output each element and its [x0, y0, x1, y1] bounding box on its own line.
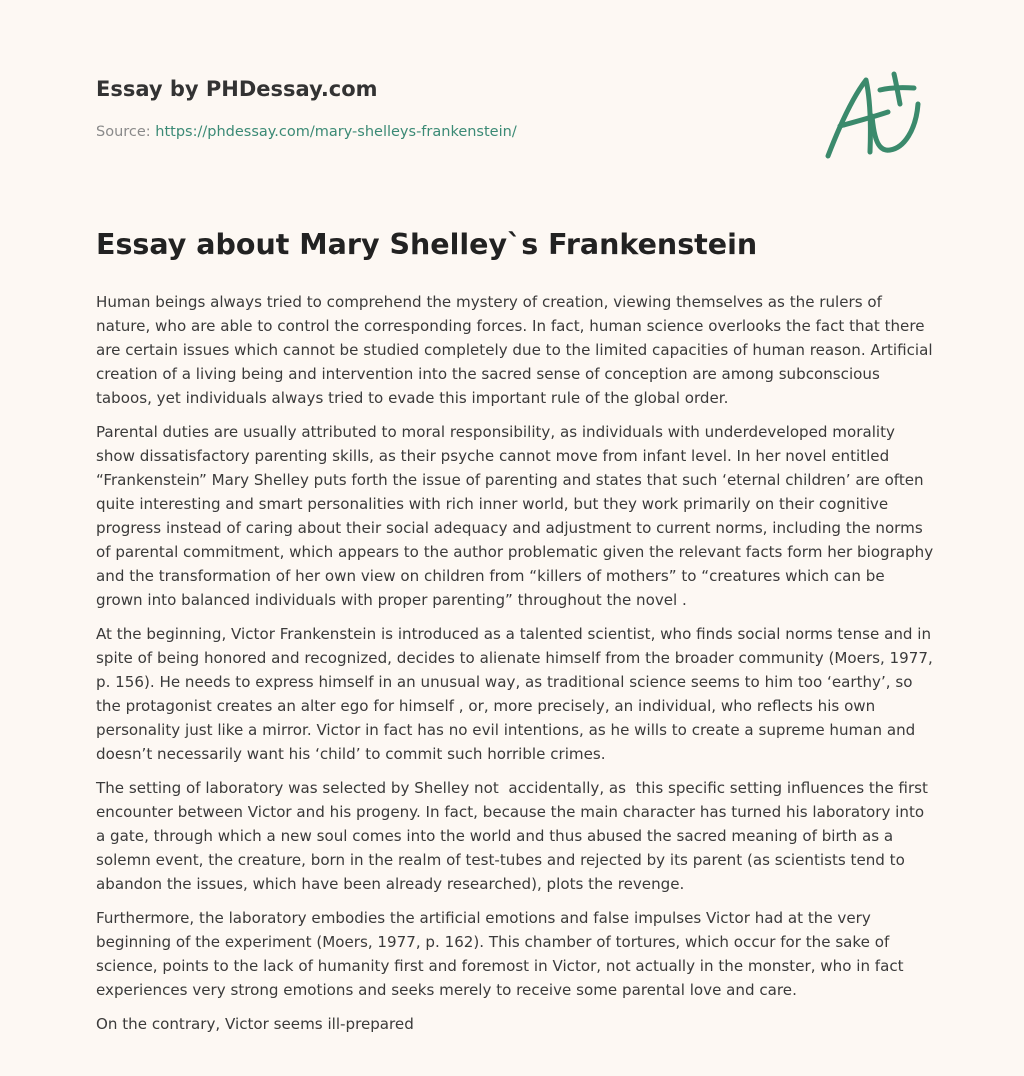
site-brand: Essay by PHDessay.com — [96, 77, 378, 101]
source-line — [96, 122, 796, 142]
essay-paragraph: Human beings always tried to comprehend the mystery of creation, viewing themselves as the rulers of nature, who are able to control the corresponding forces. In fact, human science overlooks the fact that there are certain issues which cannot be studied completely due to the limited capacities of human reason. Artificial creation of a living being and intervention into the sacred sense of conception are among subconscious taboos, yet individuals always tried to evade this important rule of the global order. — [96, 293, 938, 407]
essay-article — [96, 222, 938, 1046]
source-label: Source: — [96, 124, 151, 140]
essay-paragraph: The setting of laboratory was selected by Shelley not accidentally, as this specific setting influences the first encounter between Victor and his progeny. In fact, because the main character has turned his laboratory into a gate, through which a new soul comes into the world and thus abused the sacred meaning of birth as a solemn event, the creature, born in the realm of test-tubes and rejected by its parent (as scientists tend to abandon the issues, which have been already researched), plots the revenge. — [96, 779, 933, 893]
source-link[interactable]: https://phdessay.com/mary-shelleys-frankenstein/ — [155, 124, 517, 140]
essay-paragraph: Furthermore, the laboratory embodies the artificial emotions and false impulses Victor had at the very beginning of the experiment (Moers, 1977, p. 162). This chamber of tortures, which occur for the sake of science, points to the lack of humanity first and foremost in Victor, not actually in the monster, who in fact experiences very strong emotions and seeks merely to receive some parental love and care. — [96, 909, 909, 999]
a-plus-logo-svg — [820, 68, 930, 164]
essay-paragraph: On the contrary, Victor seems ill-prepared — [96, 1015, 414, 1033]
a-plus-logo-icon — [820, 68, 930, 164]
site-header — [96, 74, 796, 142]
essay-paragraph: At the beginning, Victor Frankenstein is introduced as a talented scientist, who finds social norms tense and in spite of being honored and recognized, decides to alienate himself from the broader community (Moers, 1977, p. 156). He needs to express himself in an unusual way, as traditional science seems to him too ‘earthy’, so the protagonist creates an alter ego for himself , or, more precisely, an individual, who reflects his own personality just like a mirror. Victor in fact has no evil intentions, as he wills to create a supreme human and doesn’t necessarily want his ‘child’ to commit such horrible crimes. — [96, 625, 938, 763]
essay-title: Essay about Mary Shelley`s Frankenstein — [96, 228, 758, 261]
essay-paragraph: Parental duties are usually attributed to moral responsibility, as individuals with underdeveloped morality show dissatisfactory parenting skills, as their psyche cannot move from infant level. In her novel entitled “Frankenstein” Mary Shelley puts forth the issue of parenting and states that such ‘eternal children’ are often quite interesting and smart personalities with rich inner world, but they work primarily on their cognitive progress instead of caring about their social adequacy and adjustment to current norms, including the norms of parental commitment, which appears to the author problematic given the relevant facts form her biography and the transformation of her own view on children from “killers of mothers” to “creatures which can be grown into balanced individuals with proper parenting” throughout the novel . — [96, 423, 938, 609]
